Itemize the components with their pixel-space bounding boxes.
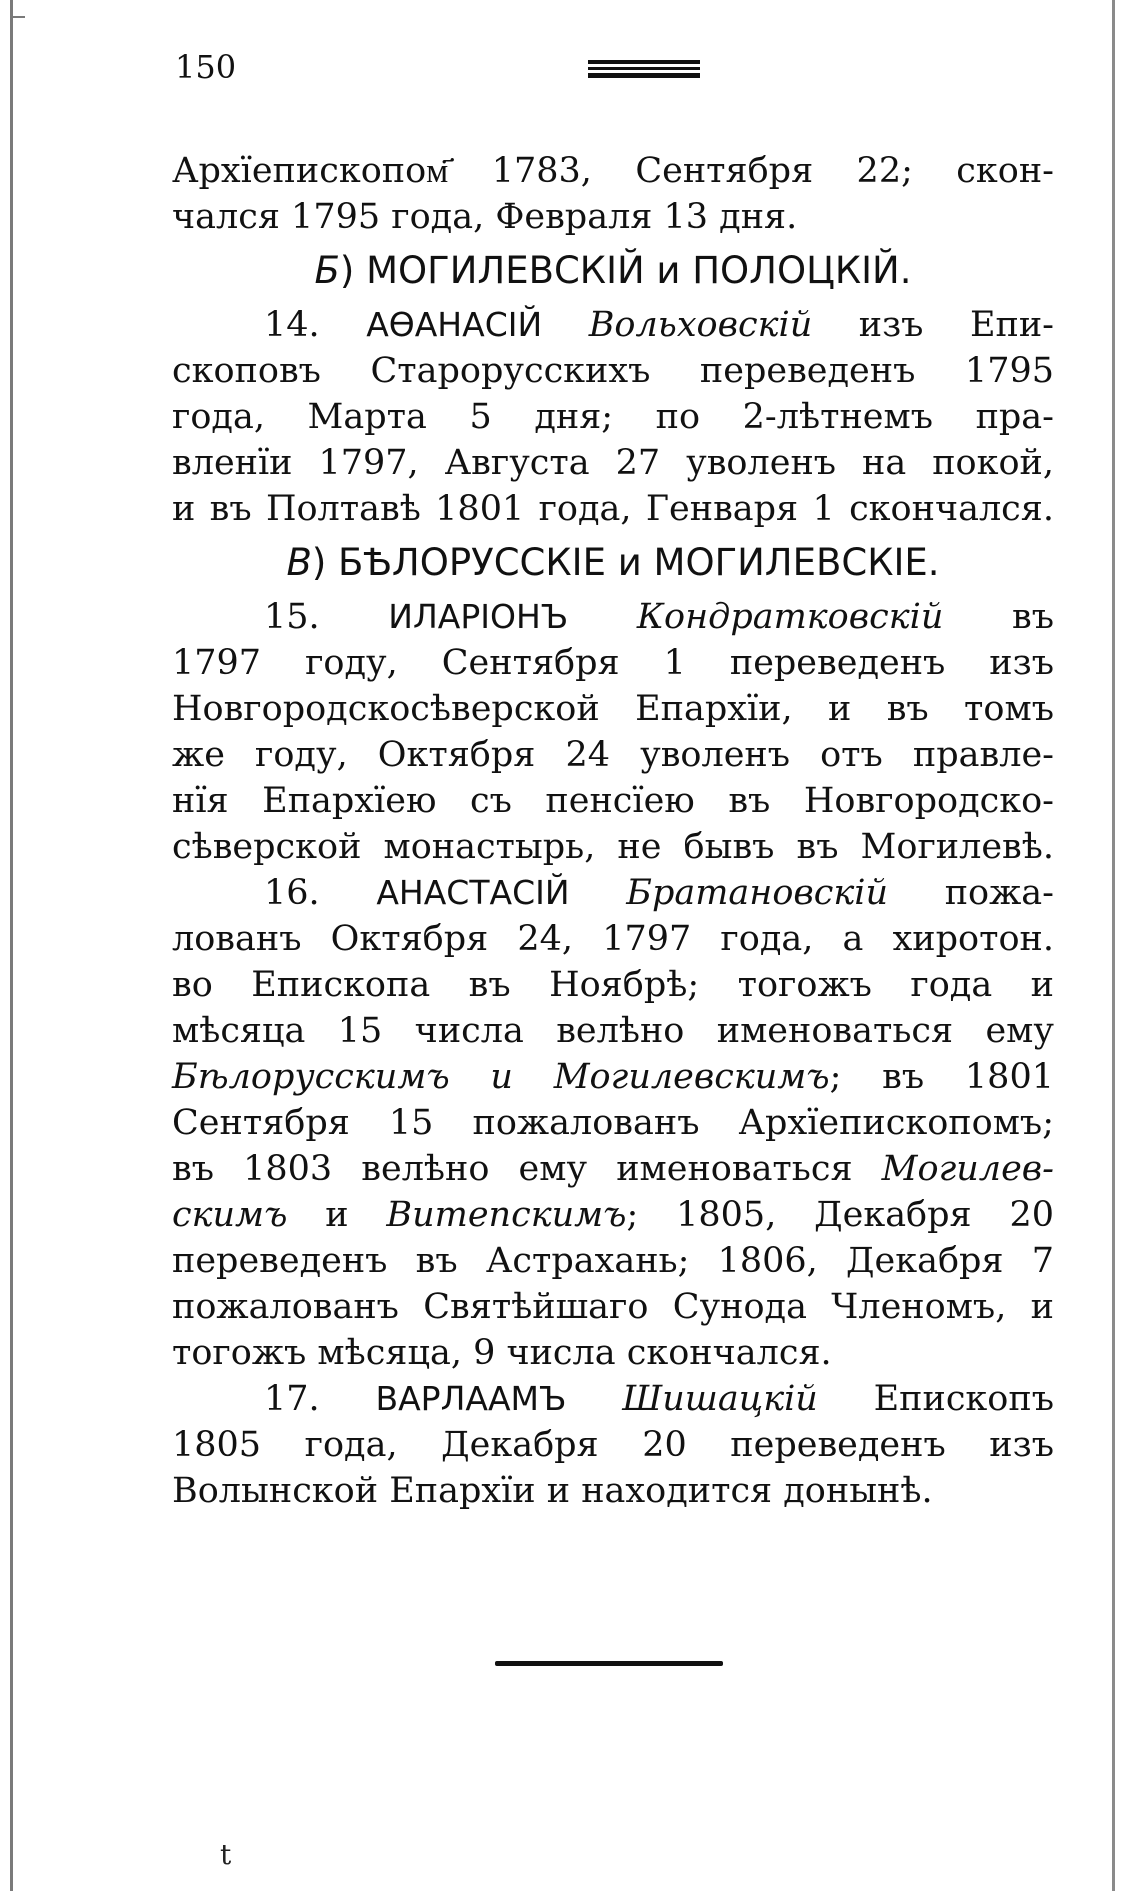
text-line (172, 962, 1054, 1008)
text-line (172, 1146, 1054, 1192)
text-segment: года, Марта 5 дня; по 2-лѣтнемъ пра- (172, 397, 1054, 437)
text-line (172, 1422, 1054, 1468)
bishop-name: ВАРЛААМЪ (375, 1379, 567, 1418)
italic-text: Бѣлорусскимъ и Могилевскимъ (172, 1057, 830, 1097)
text-segment: 14. (264, 305, 367, 345)
text-line (172, 1330, 1054, 1376)
text-segment: Новгородскосѣверской Епархїи, и въ томъ (172, 689, 1054, 729)
text-segment: ; 1805, Декабря 20 (626, 1195, 1054, 1235)
italic-text: Б (314, 249, 340, 292)
text-line (172, 1376, 1054, 1422)
text-segment: чался 1795 года, Февраля 13 дня. (172, 197, 798, 237)
text-segment: и (287, 1195, 387, 1235)
text-line (172, 1192, 1054, 1238)
right-scan-edge (1112, 0, 1115, 1891)
text-line (172, 1054, 1054, 1100)
text-segment: во Епископа въ Ноябрѣ; тогожъ года и (172, 965, 1054, 1005)
footer-rule (495, 1661, 723, 1666)
text-line (172, 732, 1054, 778)
text-segment: тогожъ мѣсяца, 9 числа скончался. (172, 1333, 832, 1373)
text-segment: Сентября 15 пожалованъ Архїепископомъ; (172, 1103, 1054, 1143)
text-line (172, 1008, 1054, 1054)
bottom-mark: t (220, 1838, 232, 1871)
text-line (172, 1284, 1054, 1330)
text-segment: пожалованъ Святѣйшаго Сунода Членомъ, и (172, 1287, 1054, 1327)
text-segment: ) БѢЛОРУССКІЕ и МОГИЛЕВСКІЕ. (311, 541, 940, 584)
italic-text: Шишацкій (622, 1379, 818, 1419)
italic-text: Братановскій (626, 873, 889, 913)
text-segment: вленїи 1797, Августа 27 уволенъ на покой, (172, 443, 1054, 483)
text-line (172, 1468, 1054, 1514)
text-line (172, 348, 1054, 394)
italic-text: Кондратковскій (636, 597, 944, 637)
italic-text: В (286, 541, 312, 584)
text-segment: 16. (264, 873, 377, 913)
text-segment: Епископъ (817, 1379, 1054, 1419)
text-line (172, 394, 1054, 440)
italic-text: Могилев- (881, 1149, 1054, 1189)
text-line (172, 302, 1054, 348)
text-segment: же году, Октября 24 уволенъ отъ правле- (172, 735, 1054, 775)
text-segment: 1797 году, Сентября 1 переведенъ изъ (172, 643, 1054, 683)
text-segment (542, 305, 589, 345)
text-segment: ) МОГИЛЕВСКІЙ и ПОЛОЦКІЙ. (339, 249, 912, 292)
text-line (172, 194, 1054, 240)
text-segment: сѣверской монастырь, не бывъ въ Могилевѣ. (172, 827, 1054, 867)
text-segment: мѣсяца 15 числа велѣно именоваться ему (172, 1011, 1054, 1051)
text-segment: лованъ Октября 24, 1797 года, а хиротон. (172, 919, 1054, 959)
text-segment: нїя Епархїею съ пенсїею въ Новгородско- (172, 781, 1054, 821)
left-scan-edge (10, 0, 13, 1891)
text-line (172, 686, 1054, 732)
section-heading (172, 532, 1054, 594)
header-ornament (588, 60, 700, 84)
text-line (172, 486, 1054, 532)
bishop-name: АНАСТАСІЙ (376, 873, 570, 912)
italic-text: Витепскимъ (386, 1195, 627, 1235)
text-segment: переведенъ въ Астрахань; 1806, Декабря 7 (172, 1241, 1054, 1281)
text-segment: пожа- (888, 873, 1054, 913)
text-line (172, 916, 1054, 962)
bishop-name: ИЛАРІОНЪ (388, 597, 569, 636)
text-segment (570, 873, 627, 913)
section-heading (172, 240, 1054, 302)
text-segment: въ 1803 велѣно ему именоваться (172, 1149, 882, 1189)
text-line (172, 778, 1054, 824)
left-edge-tick (13, 16, 25, 18)
italic-text: скимъ (172, 1195, 288, 1235)
text-segment: изъ Епи- (812, 305, 1054, 345)
text-segment: 1805 года, Декабря 20 переведенъ изъ (172, 1425, 1054, 1465)
italic-text: Вольховскій (588, 305, 813, 345)
text-segment: Волынской Епархїи и находится донынѣ. (172, 1471, 933, 1511)
text-segment: въ (943, 597, 1054, 637)
text-segment: Архїепископом҃ 1783, Сентября 22; скон- (172, 151, 1054, 191)
text-line (172, 640, 1054, 686)
body-text (172, 148, 1054, 1514)
text-line (172, 824, 1054, 870)
text-segment (568, 597, 637, 637)
text-segment: 15. (264, 597, 389, 637)
text-line (172, 1238, 1054, 1284)
page-number: 150 (175, 48, 237, 86)
text-segment: скоповъ Старорусскихъ переведенъ 1795 (172, 351, 1054, 391)
text-segment: и въ Полтавѣ 1801 года, Генваря 1 скончался. (172, 489, 1054, 529)
text-line (172, 594, 1054, 640)
text-line (172, 870, 1054, 916)
bishop-name: АѲАНАСІЙ (366, 305, 543, 344)
text-line (172, 440, 1054, 486)
text-line (172, 1100, 1054, 1146)
text-segment: ; въ 1801 (829, 1057, 1054, 1097)
text-segment (566, 1379, 622, 1419)
text-line (172, 148, 1054, 194)
text-segment: 17. (264, 1379, 376, 1419)
